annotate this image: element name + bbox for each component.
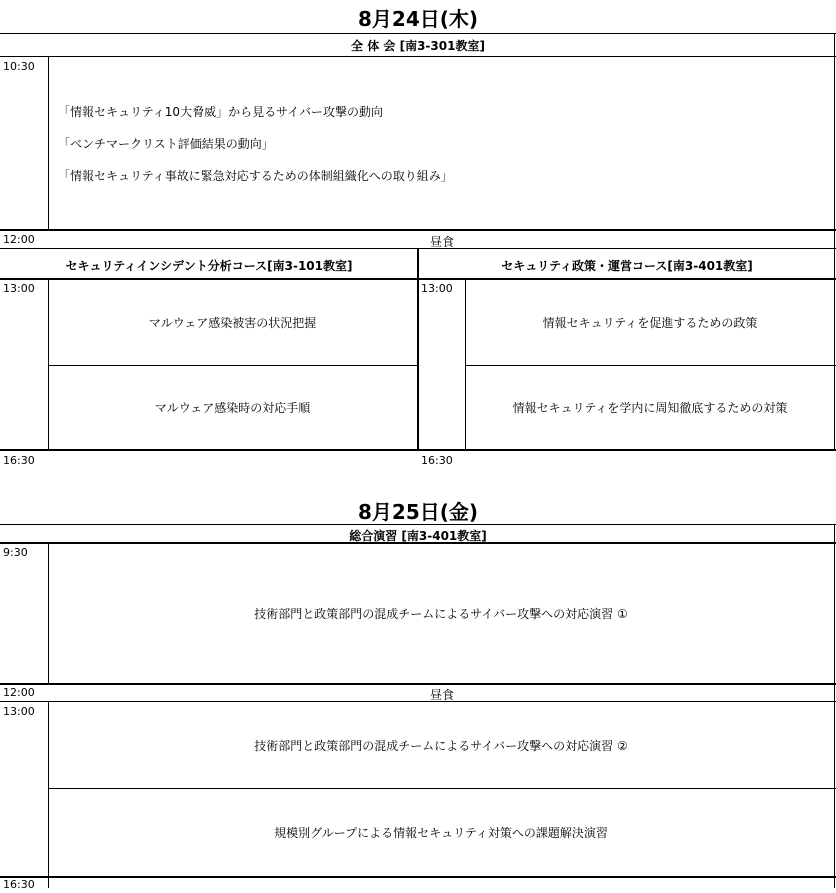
course-left-header: セキュリティインシデント分析コース[南3-101教室] — [65, 259, 353, 273]
right-border — [834, 524, 835, 888]
exercise-1: 技術部門と政策部門の混成チームによるサイバー攻撃への対応演習 ① — [254, 606, 628, 621]
time-label-1630-day2: 16:30 — [3, 878, 35, 891]
session-left-2: マルウェア感染時の対応手順 — [154, 401, 311, 415]
exercise-2: 技術部門と政策部門の混成チームによるサイバー攻撃への対応演習 ② — [254, 738, 628, 753]
day2-title: 8月25日(金) — [357, 500, 479, 524]
session-right-1: 情報セキュリティを促進するための政策 — [542, 315, 758, 330]
lecture-3: 「情報セキュリティ事故に緊急対応するための体制組織化への取り組み」 — [58, 169, 453, 183]
exercise-header: 総合演習 [南3-401教室] — [349, 529, 487, 543]
time-label-1630-left: 16:30 — [3, 454, 35, 467]
time-label-1200: 12:00 — [3, 233, 35, 246]
time-label-1300-left: 13:00 — [3, 282, 35, 295]
lunch-label-day2: 昼食 — [429, 688, 454, 702]
time-label-1300-day2: 13:00 — [3, 705, 35, 718]
course-right-header: セキュリティ政策・運営コース[南3-401教室] — [501, 259, 753, 273]
time-column-divider — [48, 56, 49, 230]
course-divider — [417, 248, 419, 450]
time-label-1630-right: 16:30 — [421, 454, 453, 467]
lecture-1: 「情報セキュリティ10大脅威」から見るサイバー攻撃の動向 — [58, 105, 383, 119]
session-left-1: マルウェア感染被害の状況把握 — [148, 315, 317, 330]
lecture-2: 「ベンチマークリスト評価結果の動向」 — [58, 137, 274, 151]
divider — [0, 876, 836, 878]
right-border — [834, 33, 835, 250]
time-label-1030: 10:30 — [3, 60, 35, 73]
time-label-1300-right: 13:00 — [421, 282, 453, 295]
divider — [0, 524, 836, 525]
time-label-1200-day2: 12:00 — [3, 686, 35, 699]
plenary-header: 全 体 会 [南3-301教室] — [351, 39, 485, 53]
divider — [0, 56, 836, 57]
divider — [0, 33, 836, 34]
session-right-2: 情報セキュリティを学内に周知徹底するための対策 — [512, 401, 788, 415]
exercise-3: 規模別グループによる情報セキュリティ対策への課題解決演習 — [274, 826, 608, 840]
divider — [0, 449, 836, 451]
lunch-label: 昼食 — [429, 235, 454, 249]
divider — [0, 229, 836, 231]
time-label-930: 9:30 — [3, 546, 28, 559]
day1-title: 8月24日(木) — [357, 7, 479, 31]
divider — [0, 683, 836, 685]
